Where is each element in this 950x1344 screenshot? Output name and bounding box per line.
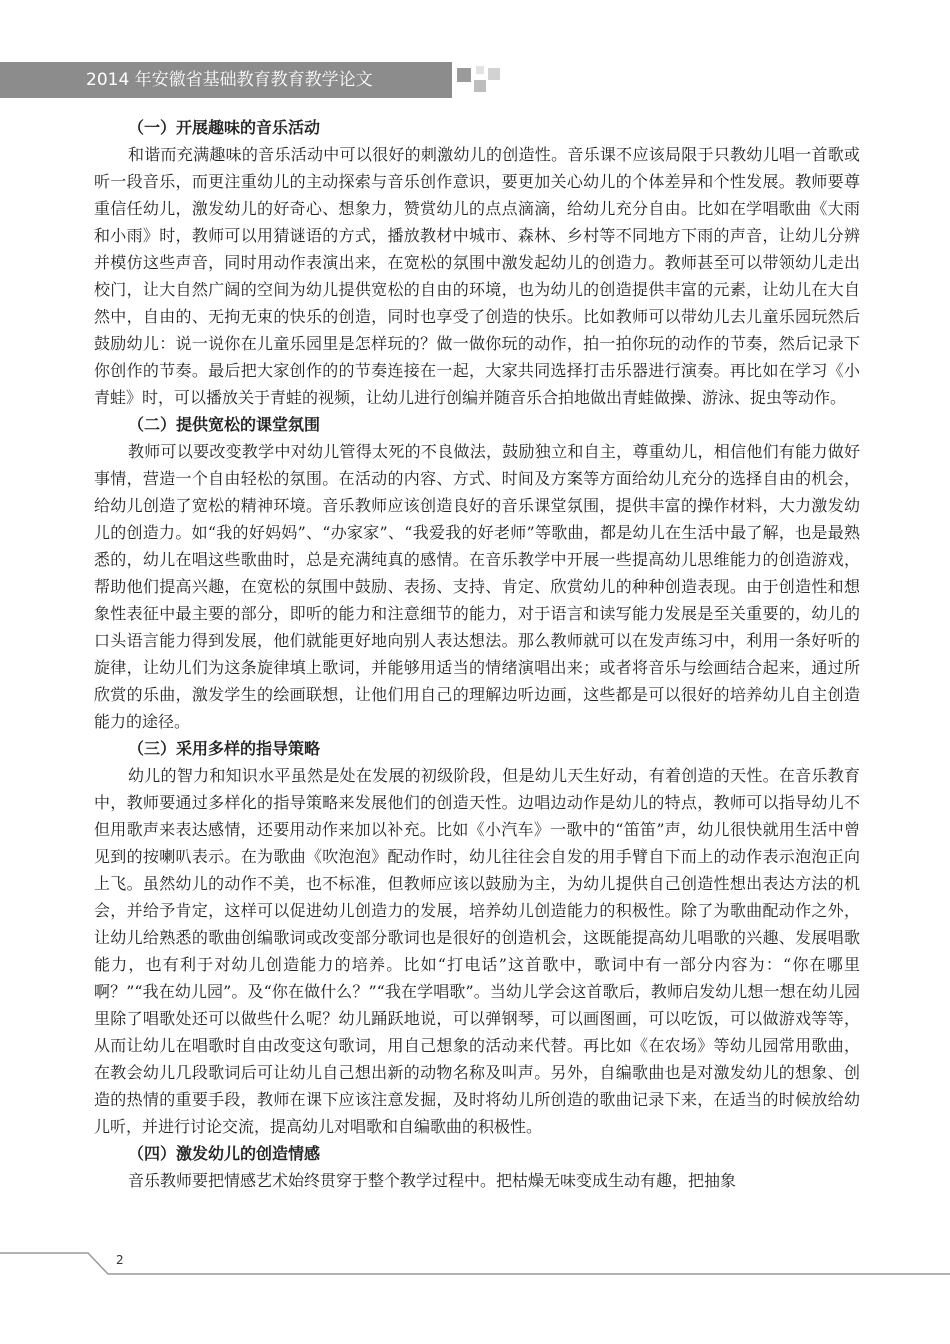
section-paragraph: 幼儿的智力和知识水平虽然是处在发展的初级阶段，但是幼儿天生好动，有着创造的天性。在音乐教育中，教师要通过多样化的指导策略来发展他们的创造天性。边唱边动作是幼儿的特点，教师可以指导幼儿不但用歌声来表达感情，还要用动作来加以补充。比如《小汽车》一歌中的“笛笛”声，幼儿很快就用生活中曾见到的按喇叭表示。在为歌曲《吹泡泡》配动作时，幼儿往往会自发的用手臂自下而上的动作表示泡泡正向上飞。虽然幼儿的动作不美，也不标准，但教师应该以鼓励为主，为幼儿提供自己创造性想出表达方法的机会，并给予肯定，这样可以促进幼儿创造力的发展，培养幼儿创造能力的积极性。除了为歌曲配动作之外，让幼儿给熟悉的歌曲创编歌词或改变部分歌词也是很好的创造机会，这既能提高幼儿唱歌的兴趣、发展唱歌能力，也有利于对幼儿创造能力的培养。比如“打电话”这首歌中，歌词中有一部分内容为：“你在哪里啊？”“我在幼儿园”。及“你在做什么？”“我在学唱歌”。当幼儿学会这首歌后，教师启发幼儿想一想在幼儿园里除了唱歌处还可以做些什么呢？幼儿踊跃地说，可以弹钢琴，可以画图画，可以吃饭，可以做游戏等等，从而让幼儿在唱歌时自由改变这句歌词，用自己想象的活动来代替。再比如《在农场》等幼儿园常用歌曲，在教会幼儿几段歌词后可让幼儿自己想出新的动物名称及叫声。另外，自编歌曲也是对激发幼儿的想象、创造的热情的重要手段，教师在课下应该注意发掘，及时将幼儿所创造的歌曲记录下来，在适当的时候放给幼儿听，并进行讨论交流，提高幼儿对唱歌和自编歌曲的积极性。 [94, 766, 860, 1136]
decorative-square [457, 68, 471, 82]
page-footer [0, 1240, 950, 1300]
article-body [94, 114, 860, 1194]
section-heading: （四）激发幼儿的创造情感 [128, 1144, 321, 1163]
header-title: 2014 年安徽省基础教育教育教学论文 [86, 70, 373, 90]
section-paragraph: 教师可以要改变教学中对幼儿管得太死的不良做法，鼓励独立和自主，尊重幼儿，相信他们有能力做好事情，营造一个自由轻松的氛围。在活动的内容、方式、时间及方案等方面给幼儿充分的选择自由的机会，给幼儿创造了宽松的精神环境。音乐教师应该创造良好的音乐课堂氛围，提供丰富的操作材料，大力激发幼儿的创造力。如“我的好妈妈”、“办家家”、“我爱我的好老师”等歌曲，都是幼儿在生活中最了解，也是最熟悉的，幼儿在唱这些歌曲时，总是充满纯真的感情。在音乐教学中开展一些提高幼儿思维能力的创造游戏，帮助他们提高兴趣，在宽松的氛围中鼓励、表扬、支持、肯定、欣赏幼儿的种种创造表现。由于创造性和想象性表征中最主要的部分，即听的能力和注意细节的能力，对于语言和读写能力发展是至关重要的，幼儿的口头语言能力得到发展，他们就能更好地向别人表达想法。那么教师就可以在发声练习中，利用一条好听的旋律，让幼儿们为这条旋律填上歌词，并能够用适当的情绪演唱出来；或者将音乐与绘画结合起来，通过所欣赏的乐曲，激发学生的绘画联想，让他们用自己的理解边听边画，这些都是可以很好的培养幼儿自主创造能力的途径。 [94, 442, 860, 731]
section-heading: （三）采用多样的指导策略 [128, 739, 321, 758]
page-number: 2 [116, 1253, 124, 1267]
decorative-square [474, 80, 486, 92]
section-heading: （一）开展趣味的音乐活动 [128, 118, 321, 137]
section-paragraph: 和谐而充满趣味的音乐活动中可以很好的刺激幼儿的创造性。音乐课不应该局限于只教幼儿唱一首歌或听一段音乐，而更注重幼儿的主动探索与音乐创作意识，要更加关心幼儿的个体差异和个性发展。教师要尊重信任幼儿，激发幼儿的好奇心、想象力，赞赏幼儿的点点滴滴，给幼儿充分自由。比如在学唱歌曲《大雨和小雨》时，教师可以用猜谜语的方式，播放教材中城市、森林、乡村等不同地方下雨的声音，让幼儿分辨并模仿这些声音，同时用动作表演出来，在宽松的氛围中激发起幼儿的创造力。教师甚至可以带领幼儿走出校门，让大自然广阔的空间为幼儿提供宽松的自由的环境，也为幼儿的创造提供丰富的元素，让幼儿在大自然中，自由的、无拘无束的快乐的创造，同时也享受了创造的快乐。比如教师可以带幼儿去儿童乐园玩然后鼓励幼儿：说一说你在儿童乐园里是怎样玩的？做一做你玩的动作，拍一拍你玩的动作的节奏，然后记录下你创作的节奏。最后把大家创作的的节奏连接在一起，大家共同选择打击乐器进行演奏。再比如在学习《小青蛙》时，可以播放关于青蛙的视频，让幼儿进行创编并随音乐合拍地做出青蛙做操、游泳、捉虫等动作。 [94, 145, 860, 407]
section-heading: （二）提供宽松的课堂氛围 [128, 415, 321, 434]
decorative-square [488, 68, 500, 80]
section-paragraph: 音乐教师要把情感艺术始终贯穿于整个教学过程中。把枯燥无味变成生动有趣，把抽象 [128, 1171, 737, 1190]
decorative-square [476, 66, 484, 74]
footer-rule [0, 1240, 950, 1300]
